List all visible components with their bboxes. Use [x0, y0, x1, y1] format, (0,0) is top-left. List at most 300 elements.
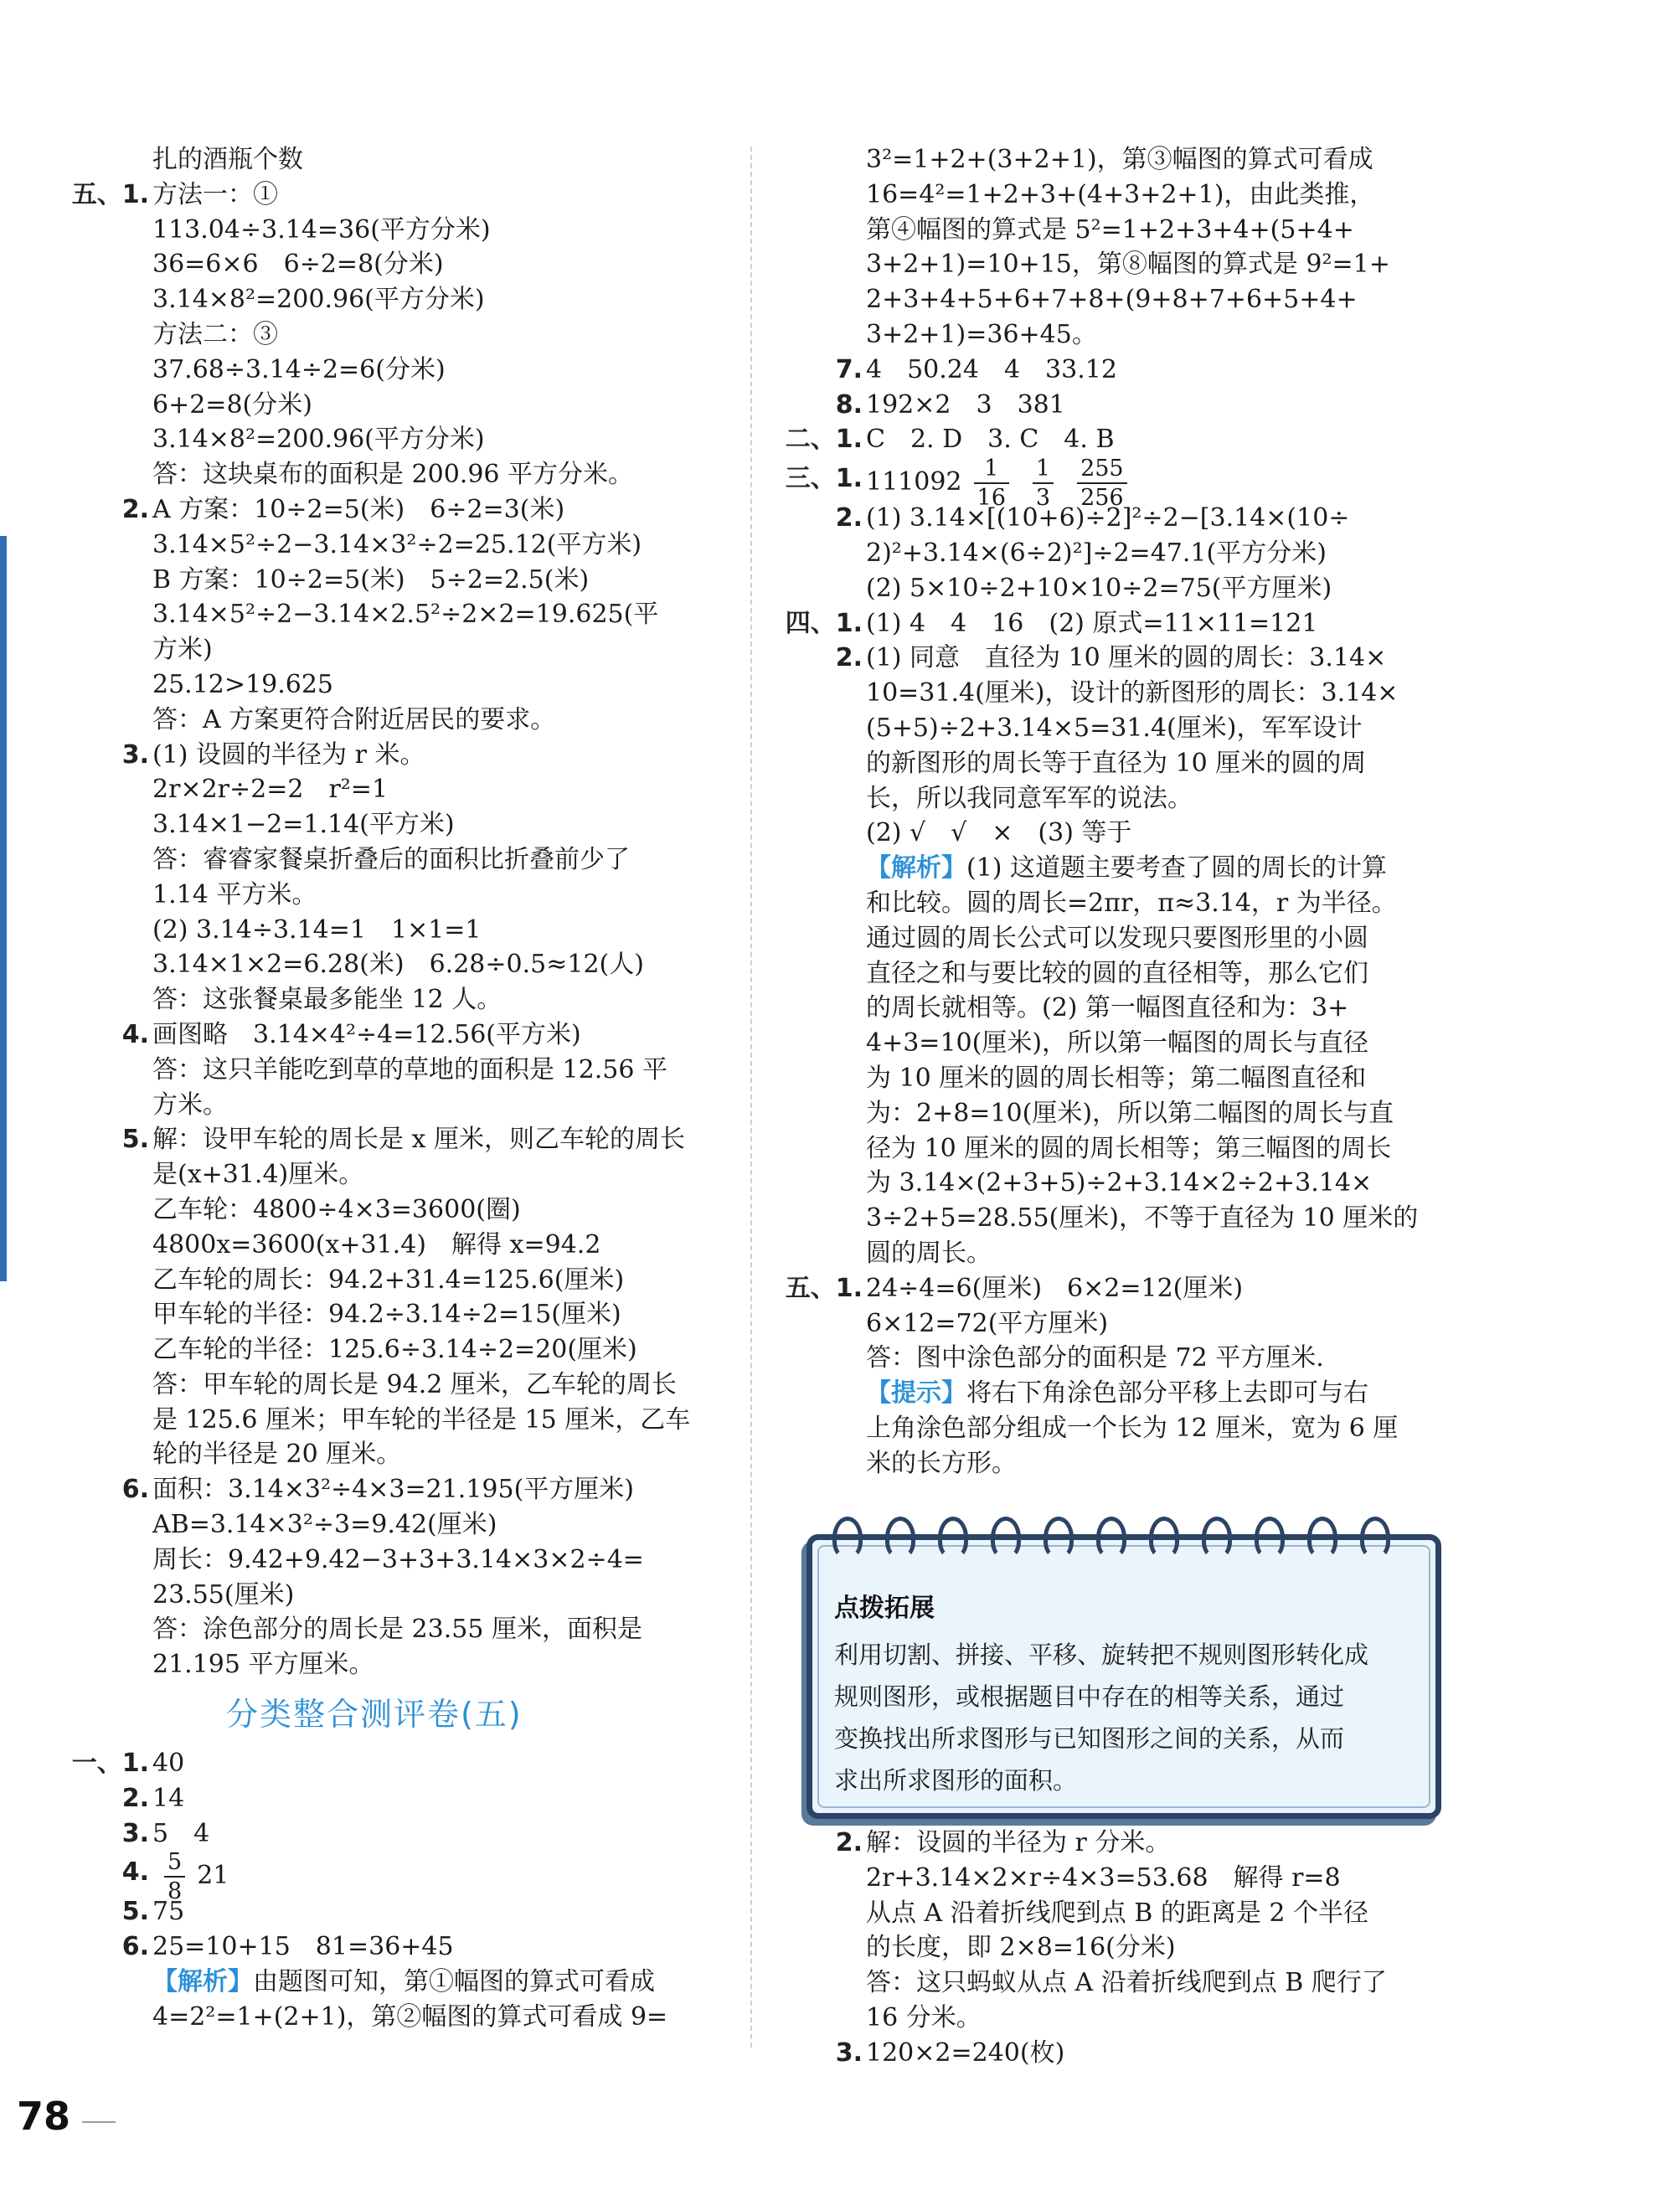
answer-content: 的长度，即 2×8=16(分米) — [866, 1933, 1176, 1963]
answer-content: 5 4 — [152, 1818, 210, 1848]
item-number — [59, 1781, 149, 1816]
answer-line — [59, 982, 729, 1017]
section-number: 二、 — [785, 425, 836, 455]
answer-content: 周长：9.42+9.42−3+3+3.14×3×2÷4= — [152, 1544, 644, 1574]
answer-content: 75 — [152, 1897, 185, 1927]
answer-content: 14 — [152, 1783, 185, 1813]
answer-text — [866, 746, 1366, 781]
left-answer-lines-2 — [59, 1746, 729, 2035]
item-number — [772, 388, 863, 423]
answer-text — [152, 422, 485, 457]
answer-text — [866, 1236, 992, 1271]
answer-text — [866, 676, 1398, 711]
answer-line — [59, 2000, 729, 2035]
answer-line — [59, 563, 729, 598]
answer-text — [152, 738, 425, 773]
item-number — [59, 1851, 149, 1894]
answer-text — [866, 536, 1327, 571]
answer-line — [59, 1578, 729, 1613]
answer-line — [59, 1507, 729, 1543]
answer-line — [59, 317, 729, 353]
answer-text — [152, 807, 455, 842]
answer-line — [772, 353, 1444, 388]
answer-text — [866, 2001, 982, 2036]
answer-line — [59, 1017, 729, 1053]
answer-line — [772, 816, 1444, 851]
answer-line — [59, 1472, 729, 1507]
item-number — [59, 1472, 149, 1507]
binder-ring-icon — [938, 1517, 968, 1558]
answer-content: (2) √ √ × (3) 等于 — [866, 818, 1132, 848]
binder-ring-icon — [991, 1517, 1021, 1558]
answer-text — [152, 1578, 294, 1613]
answer-text — [152, 913, 482, 948]
answer-line — [59, 947, 729, 982]
answer-line — [772, 1965, 1444, 2001]
answer-content: 答：这只羊能吃到草的草地的面积是 12.56 平 — [152, 1054, 667, 1084]
answer-line — [772, 247, 1444, 282]
tip-line: 规则图形，或根据题目中存在的相等关系，通过 — [834, 1682, 1345, 1711]
question-number: 1. — [121, 1749, 149, 1779]
answer-content: 4+3=10(厘米)，所以第一幅图的周长与直径 — [866, 1028, 1369, 1059]
question-number: 7. — [835, 354, 863, 384]
binder-ring-icon — [1255, 1517, 1285, 1558]
answer-line — [772, 536, 1444, 571]
item-number — [772, 1271, 863, 1306]
answer-text — [152, 597, 658, 632]
answer-content: 16=4²=1+2+3+(4+3+2+1)，由此类推， — [866, 179, 1375, 209]
answer-content: 6×12=72(平方厘米) — [866, 1308, 1109, 1338]
answer-line — [772, 956, 1444, 992]
answer-line — [772, 991, 1444, 1026]
answer-text — [866, 1411, 1398, 1446]
answer-content: 21.195 平方厘米。 — [152, 1650, 374, 1680]
section-number: 五、 — [785, 1273, 836, 1303]
answer-content: 径为 10 厘米的圆的周长相等；第三幅图的周长 — [866, 1133, 1392, 1163]
answer-line — [59, 1437, 729, 1472]
answer-content: (2) 3.14÷3.14=1 1×1=1 — [152, 914, 482, 945]
section-number: 五、 — [71, 179, 122, 209]
answer-line — [59, 1612, 729, 1647]
answer-content: 第④幅图的算式是 5²=1+2+3+4+(5+4+ — [866, 214, 1354, 245]
answer-content: 3+2+1)=10+15，第⑧幅图的算式是 9²=1+ — [866, 250, 1390, 280]
binder-ring-icon — [832, 1517, 863, 1558]
answer-text — [866, 1061, 1366, 1096]
question-number: 1. — [835, 425, 863, 455]
tip-line: 变换找出所求图形与已知图形之间的关系，从而 — [834, 1724, 1345, 1753]
answer-content: 3²=1+2+(3+2+1)，第③幅图的算式可看成 — [866, 145, 1373, 174]
binder-ring-icon — [1307, 1517, 1337, 1558]
answer-line — [59, 1053, 729, 1088]
answer-text — [152, 1263, 624, 1298]
answer-line — [59, 807, 729, 842]
answer-line — [772, 501, 1444, 536]
answer-line — [59, 1746, 729, 1781]
answer-line — [59, 1368, 729, 1403]
answer-text — [152, 247, 444, 282]
answer-text — [152, 563, 589, 598]
answer-line — [772, 456, 1444, 512]
tip-line: 求出所求图形的面积。 — [834, 1766, 1078, 1795]
answer-content: A 方案：10÷2=5(米) 6÷2=3(米) — [152, 494, 565, 524]
answer-text — [866, 1166, 1372, 1201]
answer-content: 是(x+31.4)厘米。 — [152, 1160, 364, 1190]
answer-text — [866, 571, 1332, 606]
answer-line — [772, 1026, 1444, 1061]
answer-line — [59, 213, 729, 248]
item-number — [772, 2036, 863, 2071]
answer-line — [59, 353, 729, 388]
fraction-numerator: 1 — [1033, 457, 1054, 484]
answer-text — [866, 1131, 1391, 1167]
answer-line — [59, 878, 729, 913]
answer-content: 3.14×5²÷2−3.14×3²÷2=25.12(平方米) — [152, 529, 642, 559]
item-number — [772, 606, 863, 641]
answer-content: AB=3.14×3²÷3=9.42(厘米) — [152, 1510, 497, 1540]
answer-content: 3÷2+5=28.55(厘米)，不等于直径为 10 厘米的 — [866, 1203, 1419, 1234]
section-heading: 分类整合测评卷(五) — [226, 1696, 523, 1733]
answer-line — [772, 1376, 1444, 1411]
answer-text — [152, 1965, 655, 2000]
answer-content: 方米。 — [152, 1090, 228, 1120]
answer-content: (1) 设圆的半径为 r 米。 — [152, 739, 425, 770]
item-number — [59, 1017, 149, 1053]
answer-content: 16 分米。 — [866, 2002, 982, 2032]
answer-content: 方法一：① — [152, 179, 278, 209]
answer-content: 答：图中涂色部分的面积是 72 平方厘米. — [866, 1343, 1324, 1373]
binder-ring-icon — [1044, 1517, 1074, 1558]
answer-content: 10=31.4(厘米)，设计的新图形的周长：3.14× — [866, 678, 1399, 708]
answer-content: 111092 — [866, 467, 962, 497]
answer-content: (2) 5×10÷2+10×10÷2=75(平方厘米) — [866, 573, 1332, 603]
answer-line — [59, 913, 729, 948]
answer-content: 21 — [197, 1861, 229, 1891]
binder-ring-icon — [1202, 1517, 1232, 1558]
answer-line — [772, 641, 1444, 676]
answer-content: 乙车轮的半径：125.6÷3.14÷2=20(厘米) — [152, 1335, 637, 1365]
answer-text — [152, 1781, 184, 1816]
answer-content: 2)²+3.14×(6÷2)²]÷2=47.1(平方分米) — [866, 538, 1327, 568]
item-number — [772, 457, 863, 501]
answer-line — [772, 921, 1444, 956]
fraction-denominator: 16 — [977, 485, 1006, 512]
answer-content: 192×2 3 381 — [866, 389, 1065, 420]
annotation-tag: 【提示】 — [866, 1378, 966, 1409]
item-number — [59, 492, 149, 528]
answer-text — [152, 1088, 228, 1123]
answer-content: 米的长方形。 — [866, 1448, 1017, 1478]
section-number: 三、 — [785, 464, 836, 494]
answer-text — [866, 1271, 1243, 1306]
answer-text — [152, 317, 278, 353]
answer-content: 将右下角涂色部分平移上去即可与右 — [966, 1378, 1368, 1409]
answer-text — [152, 213, 491, 248]
answer-content: 23.55(厘米) — [152, 1579, 295, 1610]
answer-text — [866, 1096, 1394, 1131]
section-number: 四、 — [785, 608, 836, 638]
answer-line — [772, 213, 1444, 248]
answer-line — [772, 1341, 1444, 1376]
answer-line — [772, 1306, 1444, 1342]
answer-line — [772, 1236, 1444, 1271]
answer-text — [152, 947, 644, 982]
answer-text — [866, 851, 1387, 886]
answer-line — [772, 1096, 1444, 1131]
answer-line — [59, 1122, 729, 1157]
answer-line — [59, 528, 729, 563]
answer-line — [772, 851, 1444, 886]
answer-content: 方米) — [152, 635, 213, 665]
answer-content: 2r×2r÷2=2 r²=1 — [152, 775, 389, 805]
answer-line — [59, 422, 729, 457]
answer-content: 解：设圆的半径为 r 分米。 — [866, 1828, 1171, 1857]
answer-content: 4 50.24 4 33.12 — [866, 354, 1117, 384]
answer-text — [152, 282, 485, 317]
item-number — [772, 422, 863, 457]
tip-box-title: 点拨拓展 — [834, 1594, 935, 1623]
answer-text — [866, 606, 1317, 641]
answer-line — [59, 1894, 729, 1929]
answer-content: 答：甲车轮的周长是 94.2 厘米，乙车轮的周长 — [152, 1369, 677, 1399]
tip-box-body — [834, 1634, 1420, 1801]
item-number — [59, 1122, 149, 1157]
answer-content: 3.14×8²=200.96(平方分米) — [152, 425, 485, 455]
answer-text — [866, 921, 1368, 956]
answer-content: 的周长就相等。(2) 第一幅图直径和为：3+ — [866, 993, 1349, 1023]
answer-content: 24÷4=6(厘米) 6×2=12(厘米) — [866, 1273, 1244, 1303]
answer-content: B 方案：10÷2=5(米) 5÷2=2.5(米) — [152, 564, 590, 595]
answer-line — [772, 1271, 1444, 1306]
answer-text — [152, 1647, 374, 1682]
answer-line — [59, 1332, 729, 1368]
answer-line — [59, 1193, 729, 1228]
question-number: 5. — [121, 1125, 149, 1155]
answer-line — [59, 1263, 729, 1298]
page-number-rule — [82, 2121, 116, 2123]
answer-text — [152, 1368, 677, 1403]
answer-content: 答：这张餐桌最多能坐 12 人。 — [152, 985, 502, 1015]
answer-line — [772, 282, 1444, 317]
answer-content: 1.14 平方米。 — [152, 879, 317, 909]
answer-text — [152, 1437, 401, 1472]
question-number: 5. — [121, 1897, 149, 1927]
answer-text — [866, 1861, 1341, 1896]
answer-text — [866, 1965, 1387, 2001]
binder-ring-icon — [885, 1517, 915, 1558]
answer-line — [772, 2036, 1444, 2071]
answer-content: 画图略 3.14×4²÷4=12.56(平方米) — [152, 1019, 581, 1049]
answer-text — [866, 1930, 1176, 1965]
answer-line — [772, 142, 1444, 178]
answer-text — [152, 492, 564, 528]
answer-line — [772, 388, 1444, 423]
answer-text — [866, 317, 1097, 353]
item-number — [772, 353, 863, 388]
answer-line — [59, 1965, 729, 2000]
question-number: 2. — [121, 494, 149, 524]
answer-line — [59, 1816, 729, 1852]
answer-content: 3.14×1−2=1.14(平方米) — [152, 810, 455, 840]
answer-content: (1) 4 4 16 (2) 原式=11×11=121 — [866, 608, 1318, 638]
item-number — [772, 1826, 863, 1861]
answer-text — [866, 501, 1349, 536]
answer-line — [59, 1297, 729, 1332]
answer-content: 36=6×6 6÷2=8(分米) — [152, 250, 444, 280]
answer-text — [152, 388, 312, 423]
binder-ring-icon — [1149, 1517, 1179, 1558]
answer-text — [866, 213, 1354, 248]
answer-text — [152, 1612, 642, 1647]
answer-text — [866, 781, 1193, 817]
page-number: 78 — [17, 2094, 71, 2139]
answer-content: 从点 A 沿着折线爬到点 B 的距离是 2 个半径 — [866, 1898, 1369, 1928]
answer-text — [152, 842, 630, 878]
answer-content: 6+2=8(分米) — [152, 389, 312, 420]
item-number — [59, 1746, 149, 1781]
question-number: 2. — [121, 1783, 149, 1813]
fraction-denominator: 256 — [1080, 485, 1124, 512]
answer-content: (5+5)÷2+3.14×5=31.4(厘米)，军军设计 — [866, 713, 1363, 743]
question-number: 2. — [835, 503, 863, 533]
answer-line — [59, 1543, 729, 1578]
question-number: 2. — [835, 643, 863, 673]
answer-content: 是 125.6 厘米；甲车轮的半径是 15 厘米，乙车 — [152, 1404, 691, 1435]
answer-line — [59, 738, 729, 773]
answer-text — [866, 956, 1368, 992]
answer-line — [772, 422, 1444, 457]
answer-text — [866, 1306, 1108, 1342]
answer-content: 通过圆的周长公式可以发现只要图形里的小圆 — [866, 923, 1368, 953]
annotation-tag: 【解析】 — [152, 1967, 253, 1997]
answer-text — [152, 1053, 667, 1088]
answer-text — [152, 703, 555, 738]
answer-text — [152, 528, 642, 563]
item-number — [772, 501, 863, 536]
answer-text — [866, 886, 1397, 921]
answer-line — [772, 1131, 1444, 1167]
answer-line — [59, 247, 729, 282]
answer-line — [59, 178, 729, 213]
answer-content: (1) 同意 直径为 10 厘米的圆的周长：3.14× — [866, 643, 1387, 673]
answer-line — [59, 1849, 729, 1905]
item-number — [59, 738, 149, 773]
answer-text — [152, 178, 278, 213]
question-number: 1. — [835, 1273, 863, 1303]
column-divider — [750, 147, 752, 2048]
answer-text — [866, 247, 1390, 282]
answer-text — [152, 1297, 621, 1332]
answer-line — [772, 1930, 1444, 1965]
question-number: 3. — [121, 1818, 149, 1848]
answer-content: 2r+3.14×2×r÷4×3=53.68 解得 r=8 — [866, 1862, 1341, 1893]
answer-content: 113.04÷3.14=36(平方分米) — [152, 214, 491, 245]
fraction-numerator: 5 — [164, 1851, 185, 1878]
answer-line — [772, 711, 1444, 746]
answer-content: 答：睿睿家餐桌折叠后的面积比折叠前少了 — [152, 844, 630, 874]
answer-text — [152, 1228, 600, 1263]
answer-text — [866, 422, 1114, 457]
answer-content: 由题图可知，第①幅图的算式可看成 — [253, 1967, 655, 1997]
answer-content: 3.14×8²=200.96(平方分米) — [152, 285, 485, 315]
answer-text — [866, 388, 1065, 423]
answer-content: 为 3.14×(2+3+5)÷2+3.14×2÷2+3.14× — [866, 1168, 1373, 1198]
answer-line — [59, 597, 729, 632]
answer-line — [59, 1228, 729, 1263]
answer-text — [152, 1403, 690, 1438]
question-number: 8. — [835, 389, 863, 420]
answer-content: 40 — [152, 1749, 185, 1779]
answer-text — [152, 1507, 497, 1543]
answer-content: 长，所以我同意军军的说法。 — [866, 783, 1193, 813]
answer-content: 圆的周长。 — [866, 1238, 992, 1268]
answer-text — [152, 667, 333, 703]
answer-line — [772, 1061, 1444, 1096]
answer-text — [152, 1543, 644, 1578]
answer-content: 的新图形的周长等于直径为 10 厘米的圆的周 — [866, 748, 1367, 778]
answer-content: 直径之和与要比较的圆的直径相等，那么它们 — [866, 958, 1368, 988]
answer-text — [866, 282, 1358, 317]
fraction-denominator: 3 — [1035, 485, 1051, 512]
answer-line — [59, 388, 729, 423]
answer-line — [772, 317, 1444, 353]
answer-text — [152, 1332, 637, 1368]
question-number: 1. — [121, 179, 149, 209]
item-number — [772, 641, 863, 676]
answer-line — [772, 178, 1444, 213]
answer-content: 3.14×1×2=6.28(米) 6.28÷0.5≈12(人) — [152, 950, 644, 980]
answer-content: 甲车轮的半径：94.2÷3.14÷2=15(厘米) — [152, 1300, 621, 1330]
item-number — [59, 1929, 149, 1965]
fraction-numerator: 255 — [1077, 457, 1127, 484]
answer-text — [866, 816, 1131, 851]
answer-content: (1) 3.14×[(10+6)÷2]²÷2−[3.14×(10÷ — [866, 503, 1350, 533]
answer-content: 4=2²=1+(2+1)，第②幅图的算式可看成 9= — [152, 2001, 668, 2032]
answer-text — [866, 353, 1117, 388]
binder-ring-icon — [1360, 1517, 1390, 1558]
answer-text — [152, 1157, 363, 1193]
question-number: 3. — [835, 2037, 863, 2068]
answer-text — [866, 1376, 1368, 1411]
answer-content: 120×2=240(枚) — [866, 2037, 1065, 2068]
right-answer-lines — [772, 142, 1444, 1481]
answer-line — [772, 886, 1444, 921]
question-number: 2. — [835, 1828, 863, 1857]
answer-content: 答：A 方案更符合附近居民的要求。 — [152, 704, 556, 734]
answer-line — [59, 142, 729, 178]
answer-content: 面积：3.14×3²÷4×3=21.195(平方厘米) — [152, 1475, 635, 1505]
answer-text — [866, 1446, 1017, 1481]
question-number: 1. — [835, 464, 863, 494]
left-answer-lines — [59, 142, 729, 1682]
answer-line — [59, 632, 729, 667]
answer-line — [772, 1411, 1444, 1446]
answer-text — [152, 772, 388, 807]
item-number — [59, 1816, 149, 1852]
answer-line — [772, 1826, 1444, 1861]
answer-content: 为：2+8=10(厘米)，所以第二幅图的周长与直 — [866, 1098, 1394, 1128]
answer-line — [772, 676, 1444, 711]
answer-text — [152, 1929, 454, 1965]
answer-text — [866, 1026, 1368, 1061]
answer-line — [772, 1201, 1444, 1236]
answer-line — [59, 492, 729, 528]
answer-line — [772, 1446, 1444, 1481]
left-column — [59, 142, 729, 2035]
question-number: 3. — [121, 739, 149, 770]
answer-line — [772, 1861, 1444, 1896]
answer-line — [59, 1403, 729, 1438]
answer-content: 25=10+15 81=36+45 — [152, 1932, 454, 1962]
